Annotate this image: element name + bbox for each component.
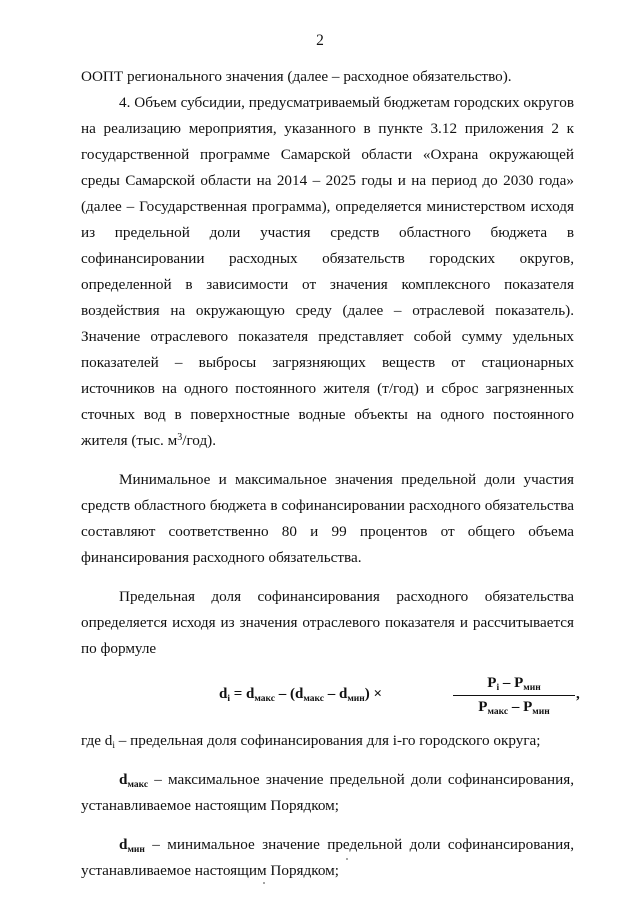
definition-d-max: $d_{макс}$ – максимальное значение предельной доли софинансирования, устанавливаемое настоящим Порядком; (81, 771, 574, 814)
definition-d-i: где $d_i$ – предельная доля софинансирования для i-го городского округа; (81, 732, 541, 751)
document-body (81, 64, 580, 884)
page-number: 2 (316, 32, 324, 49)
definition-d-min: $d_{мин}$ – минимальное значение предельной доли софинансирования, устанавливаемое настоящим Порядком; (81, 836, 574, 879)
formula-lhs: $d_i = d_{макс} - (d_{макс} - d_{мин})$ × (219, 686, 383, 704)
formula-numerator: $P_i - P_{мин}$ (487, 675, 541, 693)
paragraph-item-4-text: 4. Объем субсидии, предусматриваемый бюджетам городских округов на реализацию мероприятия, указанного в пункте 3.12 приложения 2 к государственной программе Самарской области «Охрана окружающей среды Самарской области на 2014 – 2025 годы и на период до 2030 года» (далее – Государственная программа), определяется министерством исходя из предельной доли участия средств областного бюджета в софинансировании расходных обязательств городских округов, определенной в зависимости от значения комплексного показателя воздействия на окружающую среду (далее – отраслевой показатель). Значение отраслевого показателя представляет собой сумму удельных показателей – выбросы загрязняющих веществ от стационарных источников на одного постоянного жителя (т/год) и сброс загрязненных сточных вод в поверхностные водные объекты на одного постоянного жителя (тыс. м (81, 94, 574, 449)
paragraph-formula-intro: Предельная доля софинансирования расходного обязательства определяется исходя из значения отраслевого показателя и рассчитывается по формуле (81, 588, 574, 657)
paragraph-item-4 (81, 90, 574, 454)
paragraph-min-max: Минимальное и максимальное значения предельной доли участия средств областного бюджета в софинансировании расходного обязательства составляют соответственно 80 и 99 процентов от общего объема финансирования расходного обязательства. (81, 471, 574, 566)
scan-speck (346, 858, 348, 860)
formula (81, 672, 580, 722)
formula-denominator: $P_{макс} - P_{мин}$ (478, 699, 550, 717)
paragraph-continuation: ООПТ регионального значения (далее – расходное обязательство). (81, 68, 512, 85)
formula-fraction (453, 672, 575, 718)
paragraph-item-4-end: /год). (182, 432, 217, 449)
superscript-3: 3 (177, 432, 183, 443)
scan-speck (263, 882, 265, 884)
formula-comma: , (576, 686, 580, 702)
